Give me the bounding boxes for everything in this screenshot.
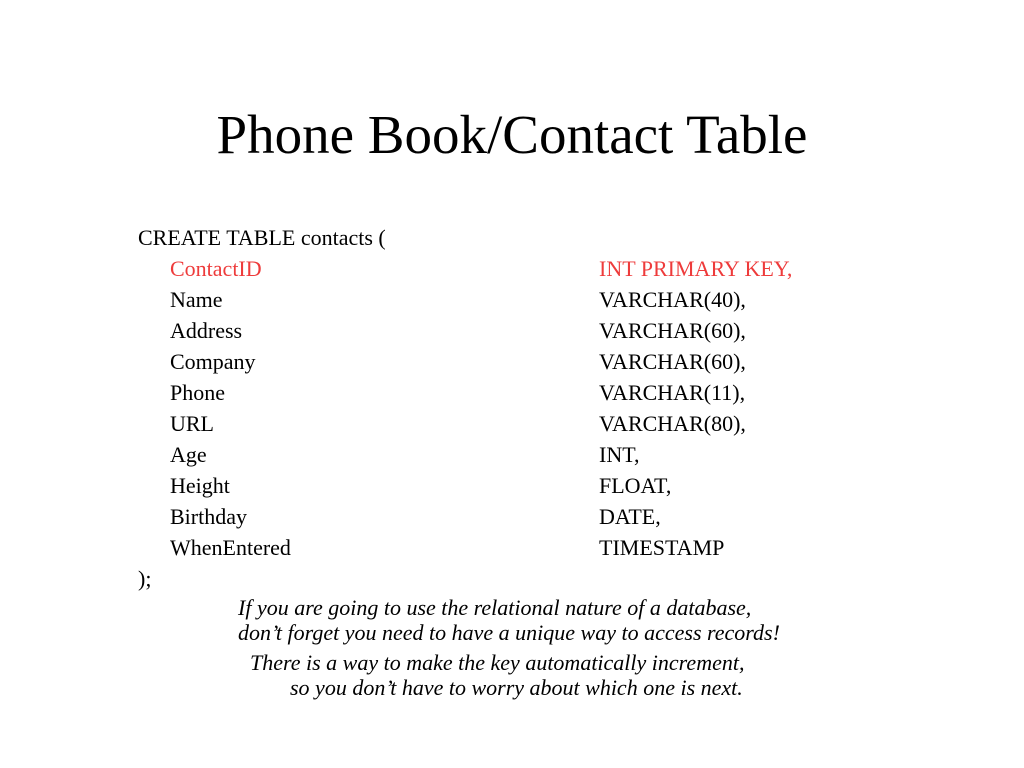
field-type: DATE, xyxy=(599,504,661,529)
field-name: Company xyxy=(170,349,256,374)
field-name: URL xyxy=(170,411,214,436)
note-unique-key-line2: don’t forget you need to have a unique way to access records! xyxy=(238,620,780,645)
create-table-open: CREATE TABLE contacts ( xyxy=(138,225,386,250)
field-type: FLOAT, xyxy=(599,473,672,498)
field-name: Height xyxy=(170,473,230,498)
field-type: VARCHAR(80), xyxy=(599,411,746,436)
field-type: INT, xyxy=(599,442,640,467)
field-type: VARCHAR(40), xyxy=(599,287,746,312)
note-unique-key-line1: If you are going to use the relational nature of a database, xyxy=(238,595,752,620)
field-name: Phone xyxy=(170,380,225,405)
field-type: TIMESTAMP xyxy=(599,535,725,560)
field-name: Age xyxy=(170,442,207,467)
slide-title: Phone Book/Contact Table xyxy=(216,104,808,165)
field-type: INT PRIMARY KEY, xyxy=(599,256,793,281)
field-type: VARCHAR(60), xyxy=(599,318,746,343)
create-table-close: ); xyxy=(138,566,152,591)
note-auto-increment-line2: so you don’t have to worry about which one is next. xyxy=(290,675,743,700)
field-name: Address xyxy=(170,318,243,343)
field-name: Name xyxy=(170,287,223,312)
note-auto-increment-line1: There is a way to make the key automatically increment, xyxy=(250,650,745,675)
field-type: VARCHAR(11), xyxy=(599,380,746,405)
field-name: Birthday xyxy=(170,504,247,529)
field-name: WhenEntered xyxy=(170,535,291,560)
field-name: ContactID xyxy=(170,256,262,281)
field-type: VARCHAR(60), xyxy=(599,349,746,374)
